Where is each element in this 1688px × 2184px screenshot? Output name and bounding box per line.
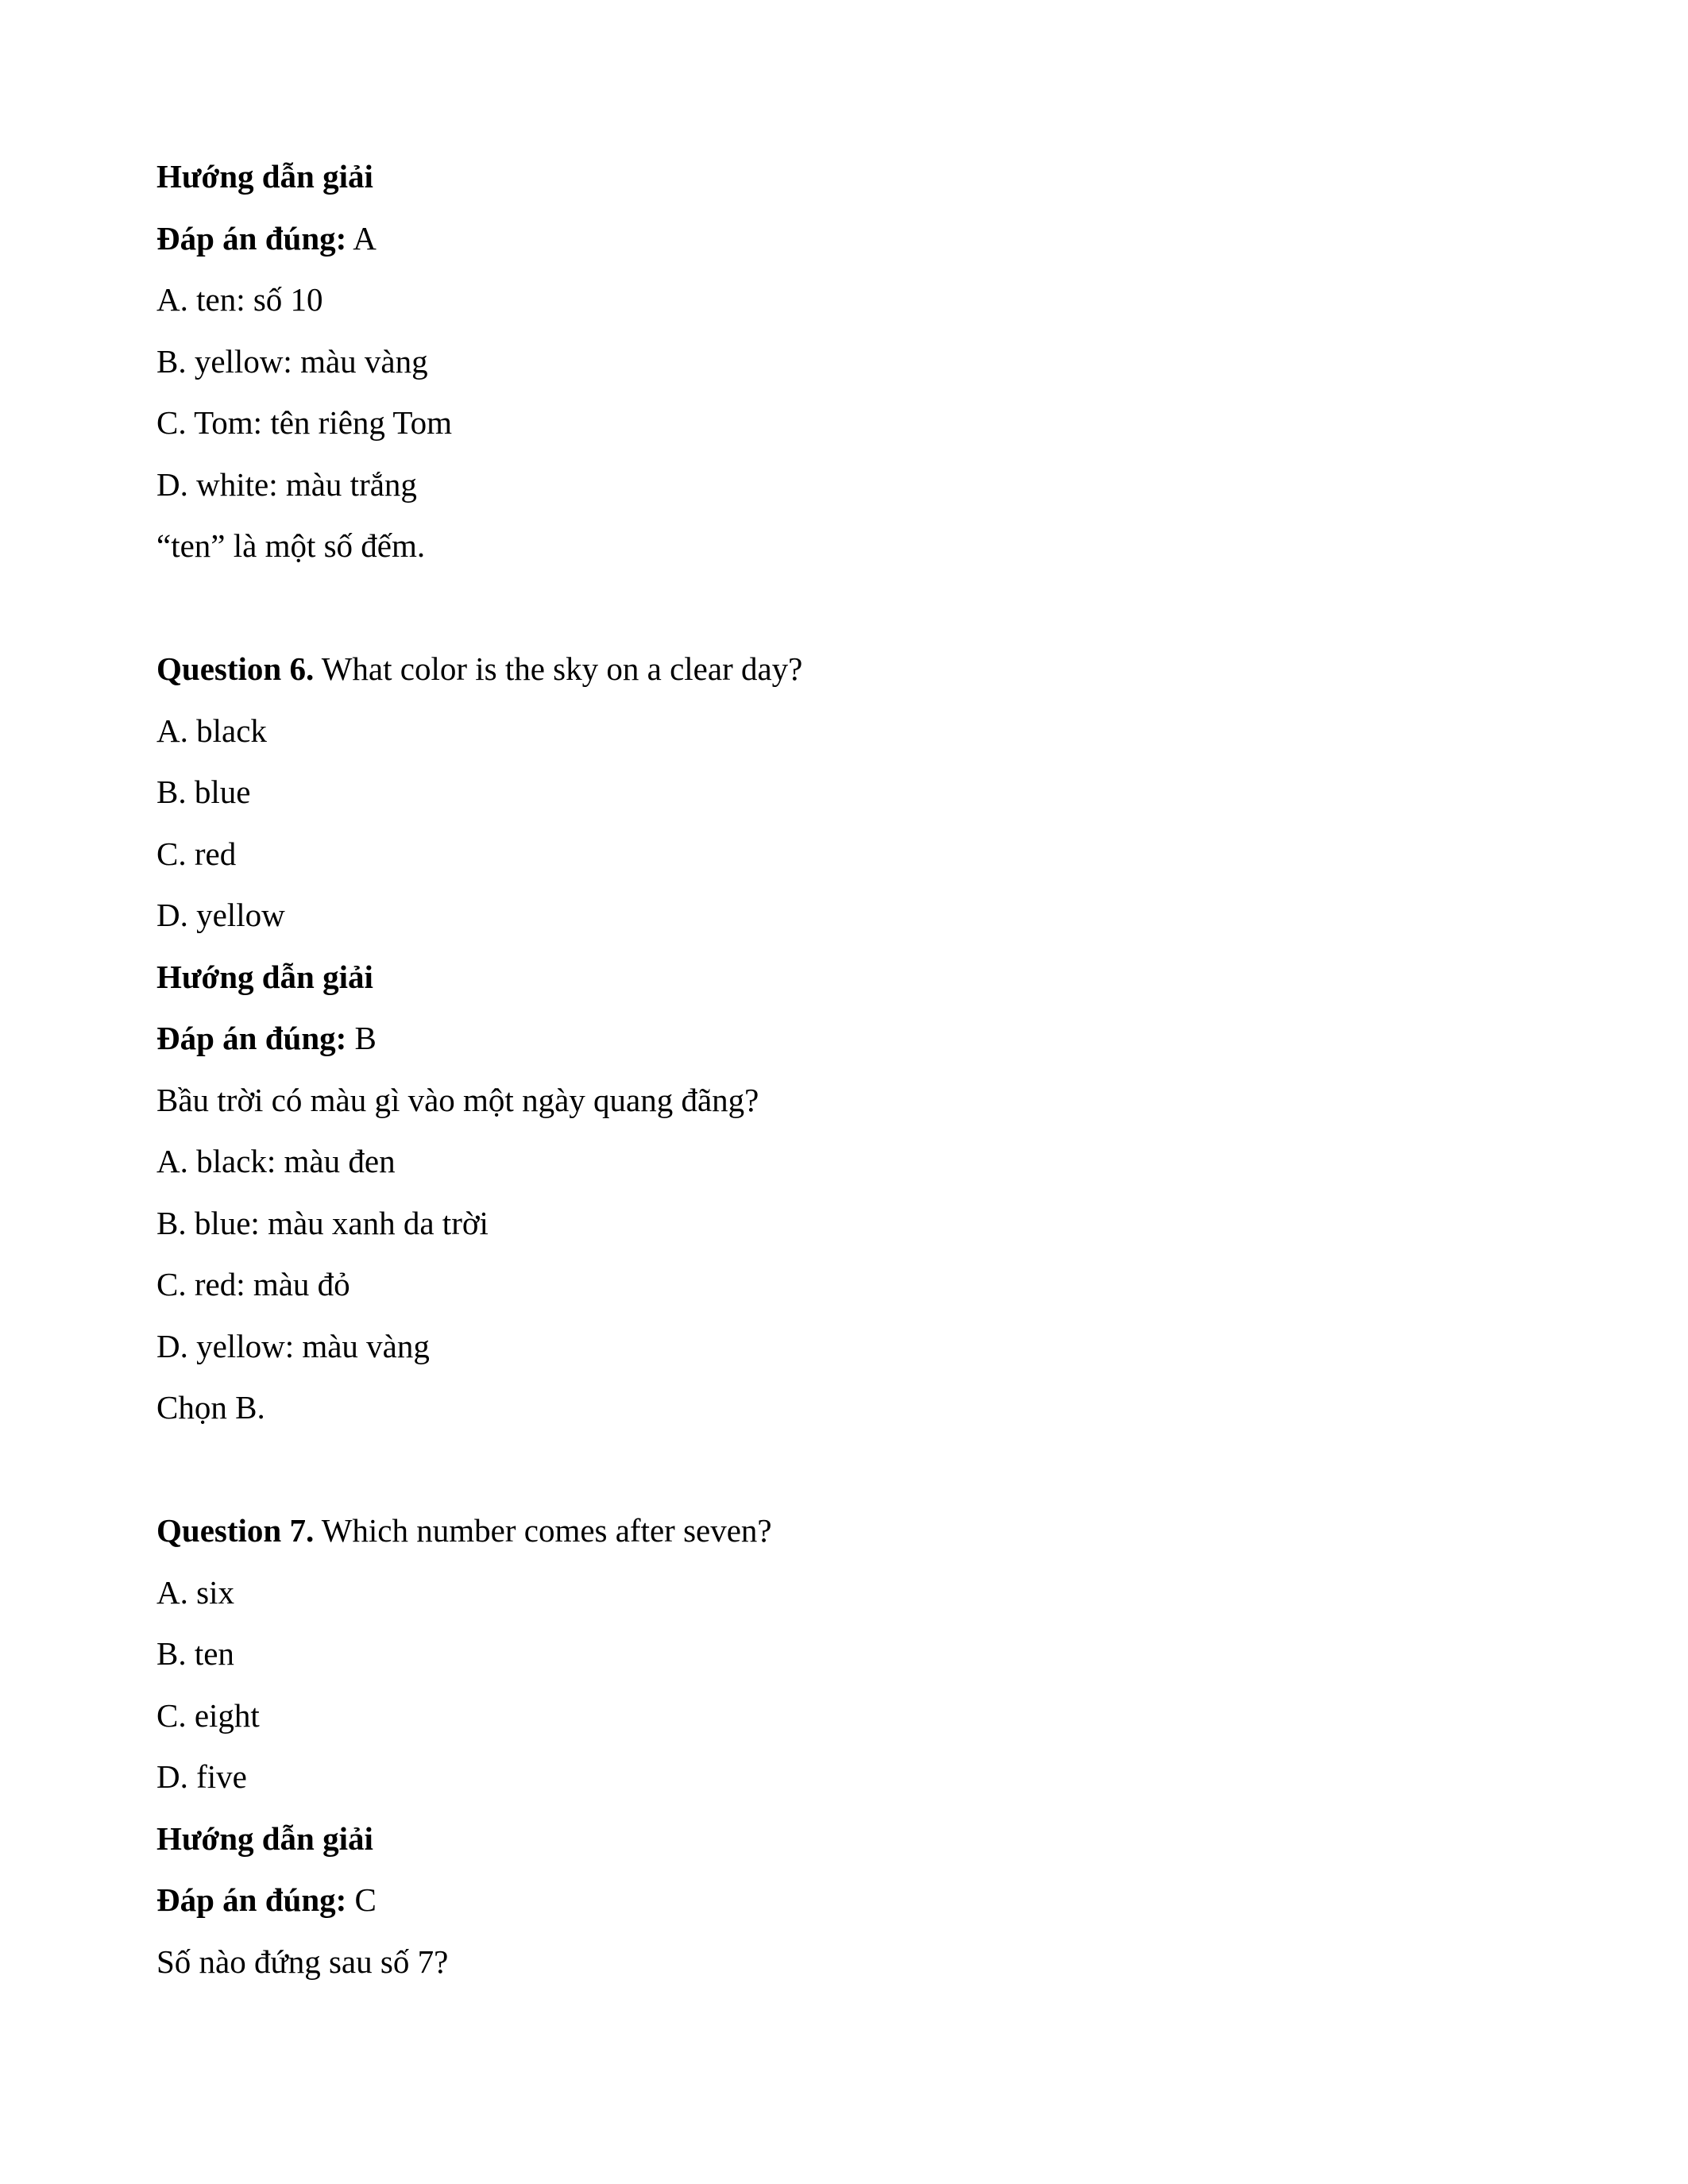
text-line [156, 1008, 1539, 1070]
text-line [156, 1500, 1539, 1562]
text-line [156, 1562, 1539, 1624]
text-line [156, 269, 1539, 331]
line-text: Chọn B. [156, 1389, 265, 1426]
bold-label: Hướng dẫn giải [156, 1819, 373, 1857]
bold-label: Question 7. [156, 1512, 315, 1549]
bold-label: Question 6. [156, 650, 315, 687]
line-text: Which number comes after seven? [314, 1512, 772, 1549]
line-text: D. yellow: màu vàng [156, 1327, 430, 1364]
text-line [156, 1746, 1539, 1808]
text-line [156, 885, 1539, 947]
line-text: C. red: màu đỏ [156, 1266, 350, 1302]
bold-label: Đáp án đúng: [156, 219, 347, 257]
line-text: A. black: màu đen [156, 1143, 396, 1179]
bold-label: Đáp án đúng: [156, 1881, 347, 1918]
line-text: C. eight [156, 1696, 260, 1734]
text-line [156, 1623, 1539, 1685]
line-text: C [346, 1881, 377, 1918]
text-line [156, 1808, 1539, 1870]
bold-label: Đáp án đúng: [156, 1020, 347, 1056]
text-line [156, 947, 1539, 1009]
line-text: A [346, 219, 377, 257]
text-line [156, 1193, 1539, 1255]
line-text: Số nào đứng sau số 7? [156, 1943, 449, 1980]
line-text: C. red [156, 835, 237, 872]
text-line [156, 1870, 1539, 1931]
text-line [156, 1070, 1539, 1132]
line-text: B. blue: màu xanh da trời [156, 1204, 489, 1241]
line-text: D. yellow [156, 897, 285, 933]
text-line [156, 1316, 1539, 1378]
blank-line [156, 1439, 1539, 1501]
line-text: “ten” là một số đếm. [156, 527, 426, 564]
text-line [156, 515, 1539, 577]
text-line [156, 1931, 1539, 1993]
text-line [156, 762, 1539, 824]
text-line [156, 639, 1539, 700]
line-text: Bầu trời có màu gì vào một ngày quang đãng? [156, 1081, 759, 1118]
line-text: D. white: màu trắng [156, 465, 417, 503]
text-line [156, 1254, 1539, 1316]
line-text: B [346, 1020, 377, 1056]
bold-label: Hướng dẫn giải [156, 958, 373, 995]
line-text: B. ten [156, 1635, 234, 1672]
line-text: What color is the sky on a clear day? [314, 650, 803, 687]
line-text: C. Tom: tên riêng Tom [156, 404, 452, 441]
blank-line [156, 577, 1539, 639]
line-text: A. six [156, 1573, 234, 1611]
text-line [156, 1377, 1539, 1439]
text-line [156, 392, 1539, 454]
text-line [156, 1131, 1539, 1193]
text-line [156, 454, 1539, 516]
text-line [156, 700, 1539, 762]
bold-label: Hướng dẫn giải [156, 158, 373, 195]
text-line [156, 824, 1539, 886]
line-text: D. five [156, 1758, 247, 1795]
text-line [156, 208, 1539, 270]
line-text: B. yellow: màu vàng [156, 342, 428, 380]
line-text: B. blue [156, 774, 251, 810]
text-line [156, 146, 1539, 208]
line-text: A. black [156, 712, 267, 749]
text-line [156, 331, 1539, 393]
line-text: A. ten: số 10 [156, 281, 323, 318]
text-line [156, 1685, 1539, 1747]
document-page [156, 146, 1539, 1993]
